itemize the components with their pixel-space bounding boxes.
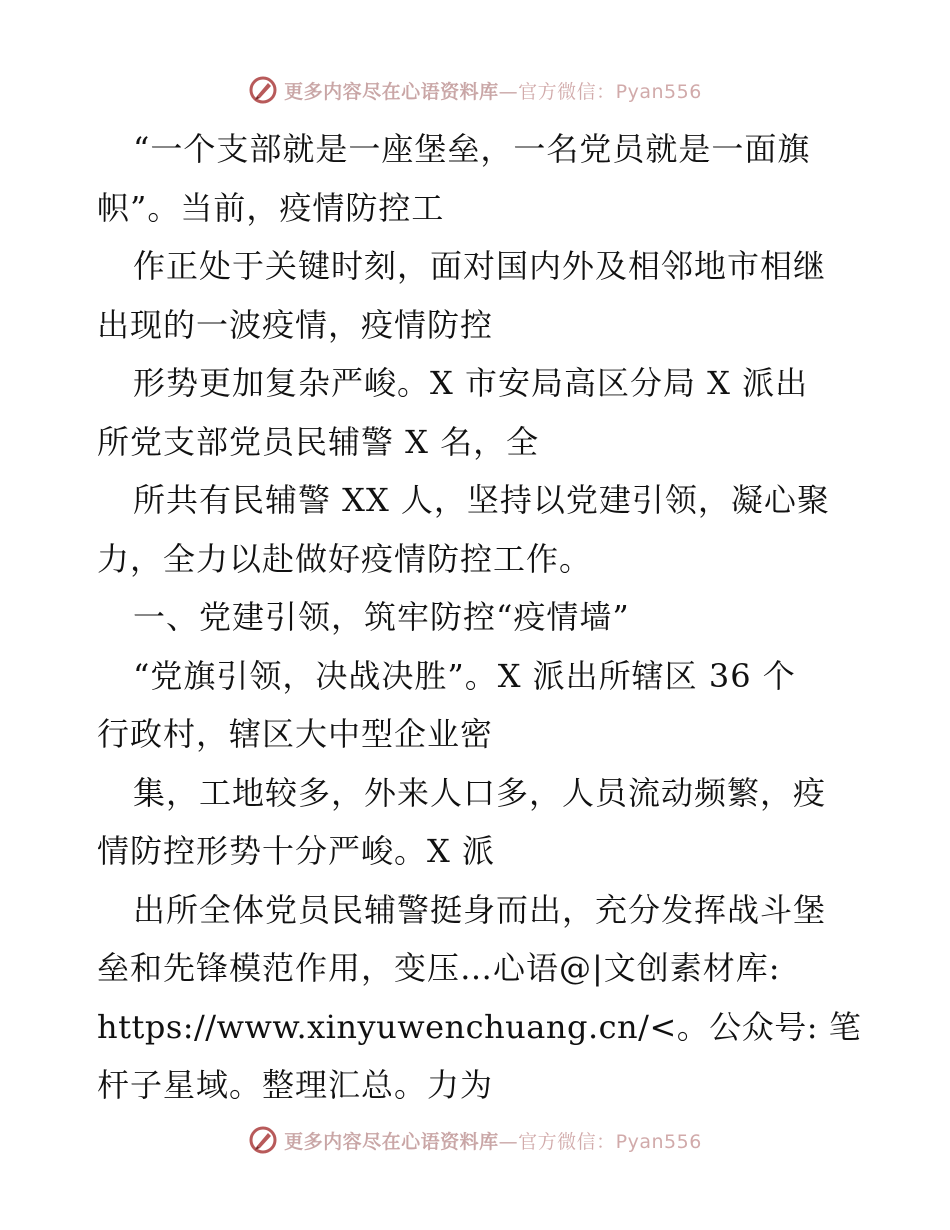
text-line: 帜”。当前，疫情防控工 xyxy=(97,188,445,227)
text-line: 杆子星域。整理汇总。力为 xyxy=(97,1066,494,1104)
text-line: 集，工地较多，外来人口多，人员流动频繁，疫 xyxy=(133,773,827,812)
url-line: https://www.xinyuwenchuang.cn/<。公众号: 笔 xyxy=(97,1007,862,1046)
text-line: “党旗引领，决战决胜”。X 派出所辖区 36 个 xyxy=(133,656,796,695)
watermark-text: 更多内容尽在心语资料库—官方微信：Pyan556 xyxy=(284,80,702,103)
text-line: 行政村，辖区大中型企业密 xyxy=(97,715,494,753)
text-line: 力，全力以赴做好疫情防控工作。 xyxy=(97,539,593,578)
document-body xyxy=(97,120,862,1115)
text-line: 形势更加复杂严峻。X 市安局高区分局 X 派出 xyxy=(133,364,809,402)
pen-logo-icon xyxy=(248,1125,278,1155)
text-line: 所共有民辅警 XX 人，坚持以党建引领，凝心聚 xyxy=(133,481,830,519)
text-line: 情防控形势十分严峻。X 派 xyxy=(97,832,495,870)
watermark-footer xyxy=(0,1120,950,1160)
section-heading: 一、党建引领，筑牢防控“疫情墙” xyxy=(133,598,630,636)
text-line: “一个支部就是一座堡垒，一名党员就是一面旗 xyxy=(133,130,811,168)
text-line: 所党支部党员民辅警 X 名，全 xyxy=(97,422,540,461)
text-line: 垒和先锋模范作用，变压…心语@|文创素材库: xyxy=(97,949,781,987)
text-line: 作正处于关键时刻，面对国内外及相邻地市相继 xyxy=(133,247,827,285)
text-line: 出所全体党员民辅警挺身而出，充分发挥战斗堡 xyxy=(133,890,827,929)
text-line: 出现的一波疫情，疫情防控 xyxy=(97,305,494,344)
watermark-text: 更多内容尽在心语资料库—官方微信：Pyan556 xyxy=(284,1130,702,1153)
pen-logo-icon xyxy=(248,75,278,105)
watermark-header xyxy=(0,70,950,110)
